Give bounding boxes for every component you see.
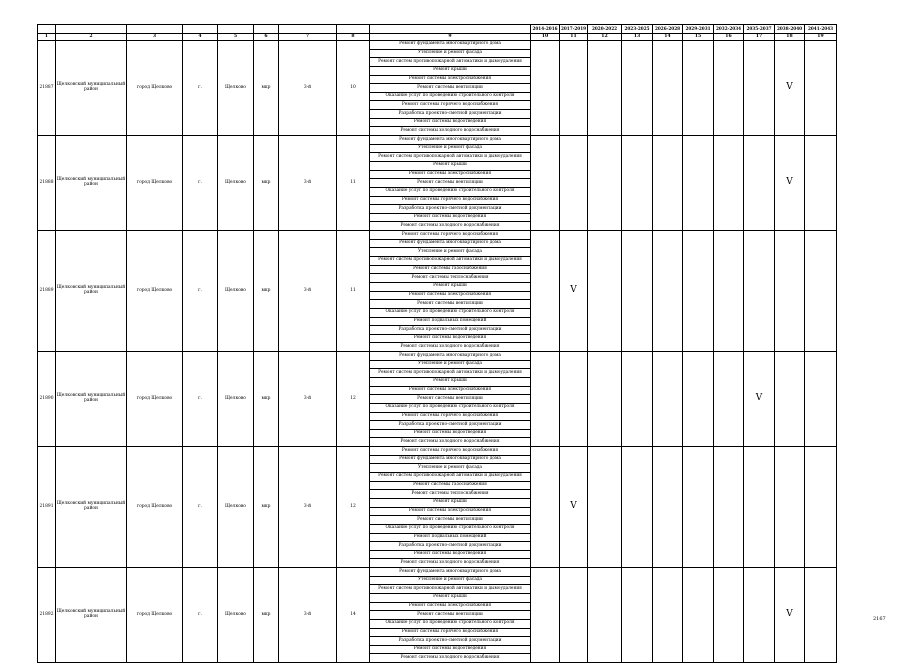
period-cell bbox=[683, 568, 714, 663]
record-id: 21892 bbox=[38, 568, 56, 663]
period-cell bbox=[653, 231, 683, 352]
work-type: Ремонт системы холодного водоснабжения bbox=[370, 559, 531, 568]
column-number: 4 bbox=[183, 34, 218, 41]
work-type: Ремонт системы горячего водоснабжения bbox=[370, 196, 531, 205]
work-type: Ремонт системы водоотведения bbox=[370, 429, 531, 438]
house-number: 3-й bbox=[279, 231, 337, 352]
period-mark: V bbox=[775, 41, 805, 136]
house-number: 3-й bbox=[279, 136, 337, 231]
period-cell bbox=[683, 352, 714, 447]
district-name: Щелковский муниципальный район bbox=[56, 41, 127, 136]
building-number: 11 bbox=[337, 231, 370, 352]
work-type: Ремонт крыши bbox=[370, 282, 531, 291]
period-cell bbox=[622, 568, 653, 663]
record-id: 21889 bbox=[38, 231, 56, 352]
column-number: 19 bbox=[805, 34, 837, 41]
street-name: Щелково bbox=[218, 41, 254, 136]
column-number: 17 bbox=[744, 34, 775, 41]
period-mark: V bbox=[560, 231, 588, 352]
work-type: Оказание услуг по проведению строительного контроля bbox=[370, 403, 531, 412]
street-name: Щелково bbox=[218, 136, 254, 231]
city-type: г. bbox=[183, 136, 218, 231]
work-type: Ремонт подвальных помещений bbox=[370, 317, 531, 326]
work-type: Ремонт систем противопожарной автоматики и дымоудаления bbox=[370, 585, 531, 594]
period-cell bbox=[531, 136, 560, 231]
header-empty-cell bbox=[337, 25, 370, 34]
table-row bbox=[38, 568, 837, 577]
street-type: мкр bbox=[254, 41, 279, 136]
period-cell bbox=[560, 41, 588, 136]
period-cell bbox=[775, 231, 805, 352]
work-type: Ремонт фундамента многоквартирного дома bbox=[370, 239, 531, 248]
work-type: Ремонт крыши bbox=[370, 498, 531, 507]
work-type: Ремонт систем противопожарной автоматики и дымоудаления bbox=[370, 153, 531, 162]
period-cell bbox=[588, 231, 622, 352]
work-type: Ремонт системы вентиляции bbox=[370, 179, 531, 188]
period-cell bbox=[622, 447, 653, 568]
header-empty-cell bbox=[254, 25, 279, 34]
work-type: Ремонт фундамента многоквартирного дома bbox=[370, 352, 531, 361]
header-empty-cell bbox=[127, 25, 183, 34]
period-cell bbox=[531, 352, 560, 447]
street-type: мкр bbox=[254, 568, 279, 663]
street-name: Щелково bbox=[218, 447, 254, 568]
page-number: 2167 bbox=[873, 616, 886, 622]
column-number: 13 bbox=[622, 34, 653, 41]
capital-repair-table bbox=[37, 24, 837, 663]
period-cell bbox=[714, 41, 744, 136]
record-id: 21891 bbox=[38, 447, 56, 568]
city-name: город Щелково bbox=[127, 136, 183, 231]
district-name: Щелковский муниципальный район bbox=[56, 447, 127, 568]
header-empty-cell bbox=[56, 25, 127, 34]
column-number: 1 bbox=[38, 34, 56, 41]
work-type: Ремонт системы водоотведения bbox=[370, 550, 531, 559]
period-mark: V bbox=[560, 447, 588, 568]
period-cell bbox=[744, 231, 775, 352]
period-cell bbox=[588, 136, 622, 231]
year-header: 2026-2028 bbox=[653, 25, 683, 34]
period-cell bbox=[744, 136, 775, 231]
work-type: Ремонт системы холодного водоснабжения bbox=[370, 222, 531, 231]
work-type: Ремонт системы горячего водоснабжения bbox=[370, 412, 531, 421]
work-type: Разработка проектно-сметной документации bbox=[370, 205, 531, 214]
period-cell bbox=[744, 41, 775, 136]
work-type: Ремонт системы холодного водоснабжения bbox=[370, 127, 531, 136]
column-number: 10 bbox=[531, 34, 560, 41]
work-type: Ремонт системы вентиляции bbox=[370, 395, 531, 404]
header-empty-cell bbox=[370, 25, 531, 34]
work-type: Утепление и ремонт фасада bbox=[370, 248, 531, 257]
period-cell bbox=[805, 231, 837, 352]
period-cell bbox=[622, 231, 653, 352]
work-type: Разработка проектно-сметной документации bbox=[370, 326, 531, 335]
work-type: Ремонт системы электроснабжения bbox=[370, 75, 531, 84]
street-type: мкр bbox=[254, 352, 279, 447]
period-cell bbox=[714, 136, 744, 231]
work-type: Ремонт системы вентиляции bbox=[370, 516, 531, 525]
street-name: Щелково bbox=[218, 231, 254, 352]
work-type: Ремонт системы газоснабжения bbox=[370, 265, 531, 274]
header-years-row bbox=[38, 25, 837, 34]
city-name: город Щелково bbox=[127, 447, 183, 568]
year-header: 2029-2031 bbox=[683, 25, 714, 34]
work-type: Ремонт системы теплоснабжения bbox=[370, 490, 531, 499]
period-cell bbox=[653, 352, 683, 447]
header-numbers-row bbox=[38, 34, 837, 41]
work-type: Ремонт системы холодного водоснабжения bbox=[370, 654, 531, 663]
house-number: 3-й bbox=[279, 568, 337, 663]
year-header: 2014-2016 bbox=[531, 25, 560, 34]
year-header: 2020-2022 bbox=[588, 25, 622, 34]
district-name: Щелковский муниципальный район bbox=[56, 352, 127, 447]
district-name: Щелковский муниципальный район bbox=[56, 568, 127, 663]
city-name: город Щелково bbox=[127, 41, 183, 136]
period-cell bbox=[714, 352, 744, 447]
building-number: 10 bbox=[337, 41, 370, 136]
work-type: Ремонт системы горячего водоснабжения bbox=[370, 447, 531, 456]
work-type: Оказание услуг по проведению строительного контроля bbox=[370, 308, 531, 317]
work-type: Ремонт системы электроснабжения bbox=[370, 386, 531, 395]
header-empty-cell bbox=[183, 25, 218, 34]
column-number: 5 bbox=[218, 34, 254, 41]
work-type: Ремонт систем противопожарной автоматики и дымоудаления bbox=[370, 473, 531, 482]
period-cell bbox=[805, 447, 837, 568]
period-cell bbox=[622, 41, 653, 136]
year-header: 2023-2025 bbox=[622, 25, 653, 34]
header-empty-cell bbox=[279, 25, 337, 34]
work-type: Ремонт крыши bbox=[370, 161, 531, 170]
period-cell bbox=[588, 352, 622, 447]
year-header: 2041-2043 bbox=[805, 25, 837, 34]
column-number: 3 bbox=[127, 34, 183, 41]
period-cell bbox=[653, 41, 683, 136]
table-row bbox=[38, 41, 837, 50]
period-cell bbox=[588, 447, 622, 568]
work-type: Утепление и ремонт фасада bbox=[370, 576, 531, 585]
work-type: Оказание услуг по проведению строительного контроля bbox=[370, 619, 531, 628]
street-name: Щелково bbox=[218, 352, 254, 447]
city-type: г. bbox=[183, 568, 218, 663]
work-type: Ремонт системы электроснабжения bbox=[370, 507, 531, 516]
work-type: Разработка проектно-сметной документации bbox=[370, 542, 531, 551]
record-id: 21888 bbox=[38, 136, 56, 231]
work-type: Разработка проектно-сметной документации bbox=[370, 637, 531, 646]
table-row bbox=[38, 352, 837, 361]
header-empty-cell bbox=[38, 25, 56, 34]
work-type: Ремонт системы газоснабжения bbox=[370, 481, 531, 490]
work-type: Ремонт системы водоотведения bbox=[370, 118, 531, 127]
table-row bbox=[38, 136, 837, 145]
work-type: Ремонт фундамента многоквартирного дома bbox=[370, 568, 531, 577]
period-cell bbox=[683, 136, 714, 231]
column-number: 15 bbox=[683, 34, 714, 41]
city-type: г. bbox=[183, 231, 218, 352]
period-cell bbox=[622, 352, 653, 447]
work-type: Ремонт крыши bbox=[370, 66, 531, 75]
period-mark: V bbox=[744, 352, 775, 447]
work-type: Ремонт крыши bbox=[370, 377, 531, 386]
period-cell bbox=[683, 231, 714, 352]
period-cell bbox=[775, 352, 805, 447]
period-cell bbox=[683, 41, 714, 136]
work-type: Утепление и ремонт фасада bbox=[370, 360, 531, 369]
period-cell bbox=[560, 136, 588, 231]
house-number: 3-й bbox=[279, 41, 337, 136]
work-type: Утепление и ремонт фасада bbox=[370, 144, 531, 153]
period-cell bbox=[531, 231, 560, 352]
period-cell bbox=[653, 447, 683, 568]
period-cell bbox=[805, 41, 837, 136]
column-number: 8 bbox=[337, 34, 370, 41]
work-type: Ремонт систем противопожарной автоматики и дымоудаления bbox=[370, 369, 531, 378]
work-type: Ремонт фундамента многоквартирного дома bbox=[370, 41, 531, 50]
work-type: Ремонт системы горячего водоснабжения bbox=[370, 231, 531, 240]
column-number: 12 bbox=[588, 34, 622, 41]
building-number: 14 bbox=[337, 568, 370, 663]
work-type: Ремонт системы водоотведения bbox=[370, 213, 531, 222]
street-type: мкр bbox=[254, 231, 279, 352]
table-row bbox=[38, 231, 837, 240]
year-header: 2035-2037 bbox=[744, 25, 775, 34]
year-header: 2038-2040 bbox=[775, 25, 805, 34]
period-cell bbox=[531, 41, 560, 136]
period-cell bbox=[531, 447, 560, 568]
column-number: 2 bbox=[56, 34, 127, 41]
column-number: 6 bbox=[254, 34, 279, 41]
building-number: 11 bbox=[337, 136, 370, 231]
work-type: Ремонт системы вентиляции bbox=[370, 84, 531, 93]
work-type: Разработка проектно-сметной документации bbox=[370, 110, 531, 119]
work-type: Ремонт системы водоотведения bbox=[370, 334, 531, 343]
work-type: Ремонт фундамента многоквартирного дома bbox=[370, 455, 531, 464]
work-type: Оказание услуг по проведению строительного контроля bbox=[370, 524, 531, 533]
city-type: г. bbox=[183, 41, 218, 136]
work-type: Ремонт системы вентиляции bbox=[370, 300, 531, 309]
city-type: г. bbox=[183, 352, 218, 447]
work-type: Ремонт системы холодного водоснабжения bbox=[370, 438, 531, 447]
work-type: Ремонт системы электроснабжения bbox=[370, 291, 531, 300]
year-header: 2032-2034 bbox=[714, 25, 744, 34]
house-number: 3-й bbox=[279, 447, 337, 568]
period-mark: V bbox=[775, 136, 805, 231]
work-type: Разработка проектно-сметной документации bbox=[370, 421, 531, 430]
column-number: 18 bbox=[775, 34, 805, 41]
period-cell bbox=[775, 447, 805, 568]
city-name: город Щелково bbox=[127, 568, 183, 663]
column-number: 16 bbox=[714, 34, 744, 41]
period-cell bbox=[560, 568, 588, 663]
period-cell bbox=[744, 447, 775, 568]
work-type: Ремонт системы вентиляции bbox=[370, 611, 531, 620]
period-cell bbox=[588, 568, 622, 663]
work-type: Ремонт крыши bbox=[370, 594, 531, 603]
record-id: 21890 bbox=[38, 352, 56, 447]
work-type: Ремонт системы водоотведения bbox=[370, 645, 531, 654]
period-cell bbox=[653, 568, 683, 663]
column-number: 11 bbox=[560, 34, 588, 41]
street-type: мкр bbox=[254, 447, 279, 568]
period-cell bbox=[714, 231, 744, 352]
work-type: Ремонт фундамента многоквартирного дома bbox=[370, 136, 531, 145]
period-cell bbox=[714, 568, 744, 663]
period-cell bbox=[588, 41, 622, 136]
table-row bbox=[38, 447, 837, 456]
street-type: мкр bbox=[254, 136, 279, 231]
period-mark: V bbox=[775, 568, 805, 663]
work-type: Утепление и ремонт фасада bbox=[370, 49, 531, 58]
period-cell bbox=[622, 136, 653, 231]
period-cell bbox=[805, 136, 837, 231]
work-type: Ремонт системы горячего водоснабжения bbox=[370, 101, 531, 110]
record-id: 21887 bbox=[38, 41, 56, 136]
period-cell bbox=[805, 568, 837, 663]
building-number: 12 bbox=[337, 352, 370, 447]
work-type: Утепление и ремонт фасада bbox=[370, 464, 531, 473]
column-number: 14 bbox=[653, 34, 683, 41]
period-cell bbox=[805, 352, 837, 447]
house-number: 3-й bbox=[279, 352, 337, 447]
work-type: Ремонт системы холодного водоснабжения bbox=[370, 343, 531, 352]
building-number: 12 bbox=[337, 447, 370, 568]
year-header: 2017-2019 bbox=[560, 25, 588, 34]
district-name: Щелковский муниципальный район bbox=[56, 136, 127, 231]
period-cell bbox=[744, 568, 775, 663]
period-cell bbox=[683, 447, 714, 568]
work-type: Ремонт системы электроснабжения bbox=[370, 170, 531, 179]
work-type: Ремонт системы электроснабжения bbox=[370, 602, 531, 611]
work-type: Ремонт системы теплоснабжения bbox=[370, 274, 531, 283]
header-empty-cell bbox=[218, 25, 254, 34]
city-type: г. bbox=[183, 447, 218, 568]
column-number: 9 bbox=[370, 34, 531, 41]
column-number: 7 bbox=[279, 34, 337, 41]
city-name: город Щелково bbox=[127, 352, 183, 447]
period-cell bbox=[560, 352, 588, 447]
period-cell bbox=[653, 136, 683, 231]
period-cell bbox=[531, 568, 560, 663]
work-type: Ремонт подвальных помещений bbox=[370, 533, 531, 542]
city-name: город Щелково bbox=[127, 231, 183, 352]
table-body bbox=[38, 25, 837, 663]
work-type: Оказание услуг по проведению строительного контроля bbox=[370, 187, 531, 196]
period-cell bbox=[714, 447, 744, 568]
work-type: Ремонт систем противопожарной автоматики и дымоудаления bbox=[370, 257, 531, 266]
street-name: Щелково bbox=[218, 568, 254, 663]
work-type: Оказание услуг по проведению строительного контроля bbox=[370, 92, 531, 101]
district-name: Щелковский муниципальный район bbox=[56, 231, 127, 352]
work-type: Ремонт системы горячего водоснабжения bbox=[370, 628, 531, 637]
work-type: Ремонт систем противопожарной автоматики и дымоудаления bbox=[370, 58, 531, 67]
